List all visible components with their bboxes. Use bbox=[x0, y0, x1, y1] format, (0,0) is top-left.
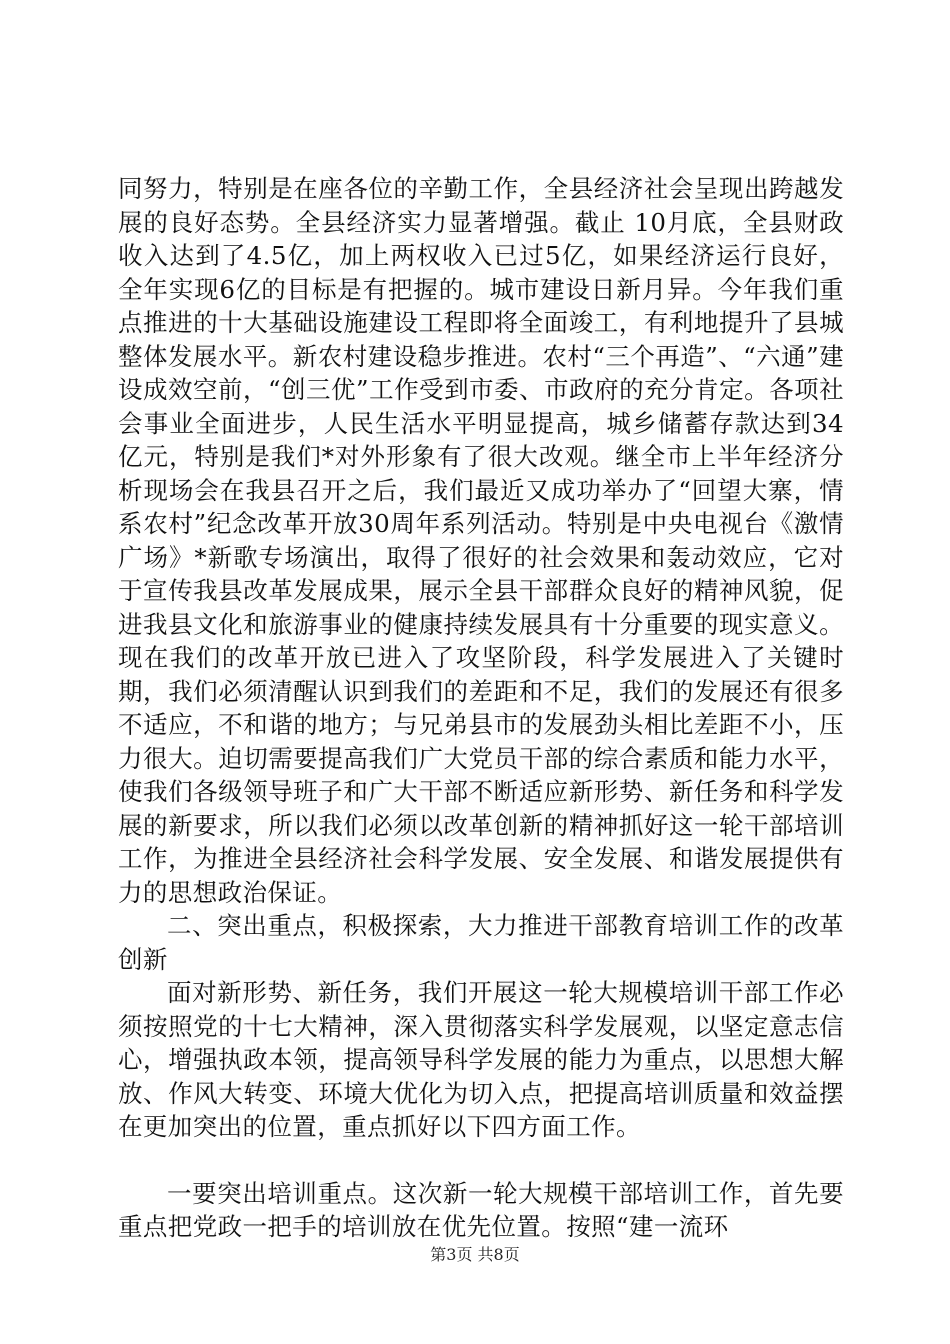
paragraph-economic-overview: 同努力，特别是在座各位的辛勤工作，全县经济社会呈现出跨越发展的良好态势。全县经济实力显著增强。截止 10月底，全县财政收入达到了4.5亿，加上两权收入已过5亿，如果经济运行良好，全年实现6亿的目标是有把握的。城市建设日新月异。今年我们重点推进的十大基础设施建设工程即将全面竣工，有利地提升了县城整体发展水平。新农村建设稳步推进。农村“三个再造”、“六通”建设成效空前，“创三优”工作受到市委、市政府的充分肯定。各项社会事业全面进步，人民生活水平明显提高，城乡储蓄存款达到34亿元，特别是我们*对外形象有了很大改观。继全市上半年经济分析现场会在我县召开之后，我们最近又成功举办了“回望大寨，情系农村”纪念改革开放30周年系列活动。特别是中央电视台《激情广场》*新歌专场演出，取得了很好的社会效果和轰动效应，它对于宣传我县改革发展成果，展示全县干部群众良好的精神风貌，促进我县文化和旅游事业的健康持续发展具有十分重要的现实意义。现在我们的改革开放已进入了攻坚阶段，科学发展进入了关键时期，我们必须清醒认识到我们的差距和不足，我们的发展还有很多不适应，不和谐的地方；与兄弟县市的发展劲头相比差距不小，压力很大。迫切需要提高我们广大党员干部的综合素质和能力水平，使我们各级领导班子和广大干部不断适应新形势、新任务和科学发展的新要求，所以我们必须以改革创新的精神抓好这一轮干部培训工作，为推进全县经济社会科学发展、安全发展、和谐发展提供有力的思想政治保证。 bbox=[118, 174, 844, 907]
paragraph-training-focus: 一要突出培训重点。这次新一轮大规模干部培训工作，首先要重点把党政一把手的培训放在优先位置。按照“建一流环 bbox=[118, 1178, 844, 1241]
page-number-footer: 第3页 共8页 bbox=[430, 1245, 520, 1264]
section-heading-two: 二、突出重点，积极探索，大力推进干部教育培训工作的改革创新 bbox=[118, 911, 844, 974]
paragraph-training-approach: 面对新形势、新任务，我们开展这一轮大规模培训干部工作必须按照党的十七大精神，深入贯彻落实科学发展观，以坚定意志信心，增强执政本领，提高领导科学发展的能力为重点，以思想大解放、作风大转变、环境大优化为切入点，把提高培训质量和效益摆在更加突出的位置，重点抓好以下四方面工作。 bbox=[118, 978, 844, 1141]
document-body bbox=[118, 172, 844, 1244]
